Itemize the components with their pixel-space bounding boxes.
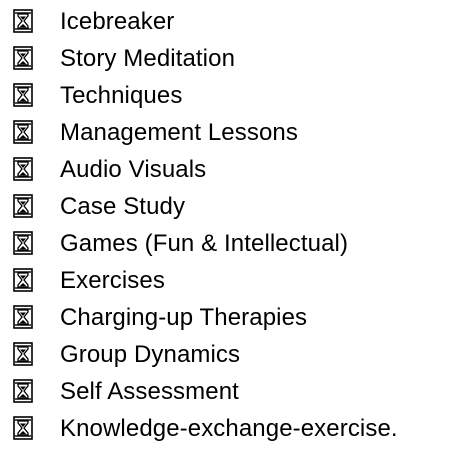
list-item-label: Charging-up Therapies (60, 304, 308, 331)
list-item (0, 151, 461, 188)
list-item-label: Knowledge-exchange-exercise. (60, 415, 398, 442)
list-item (0, 336, 461, 373)
hourglass-icon (13, 120, 33, 144)
hourglass-icon (13, 83, 33, 107)
hourglass-icon (13, 9, 33, 33)
list-item (0, 77, 461, 114)
hourglass-icon (13, 379, 33, 403)
list-item-label: Icebreaker (60, 8, 175, 35)
list-item (0, 410, 461, 447)
hourglass-icon (13, 157, 33, 181)
hourglass-icon (13, 194, 33, 218)
hourglass-icon (13, 416, 33, 440)
hourglass-icon (13, 46, 33, 70)
hourglass-icon (13, 305, 33, 329)
list-item-label: Techniques (60, 82, 183, 109)
list-item (0, 40, 461, 77)
list-item-label: Case Study (60, 193, 186, 220)
list-item-label: Management Lessons (60, 119, 298, 146)
list-item (0, 262, 461, 299)
list-item (0, 299, 461, 336)
list-item (0, 373, 461, 410)
list-item (0, 114, 461, 151)
list-item-label: Group Dynamics (60, 341, 241, 368)
hourglass-icon (13, 231, 33, 255)
list-item-label: Audio Visuals (60, 156, 207, 183)
list-item-label: Story Meditation (60, 45, 236, 72)
list-item (0, 188, 461, 225)
list-item-label: Exercises (60, 267, 165, 294)
hourglass-icon (13, 268, 33, 292)
list-item-label: Games (Fun & Intellectual) (60, 230, 349, 257)
list-item-label: Self Assessment (60, 378, 239, 405)
hourglass-icon (13, 342, 33, 366)
list-item (0, 225, 461, 262)
list-item (0, 3, 461, 40)
